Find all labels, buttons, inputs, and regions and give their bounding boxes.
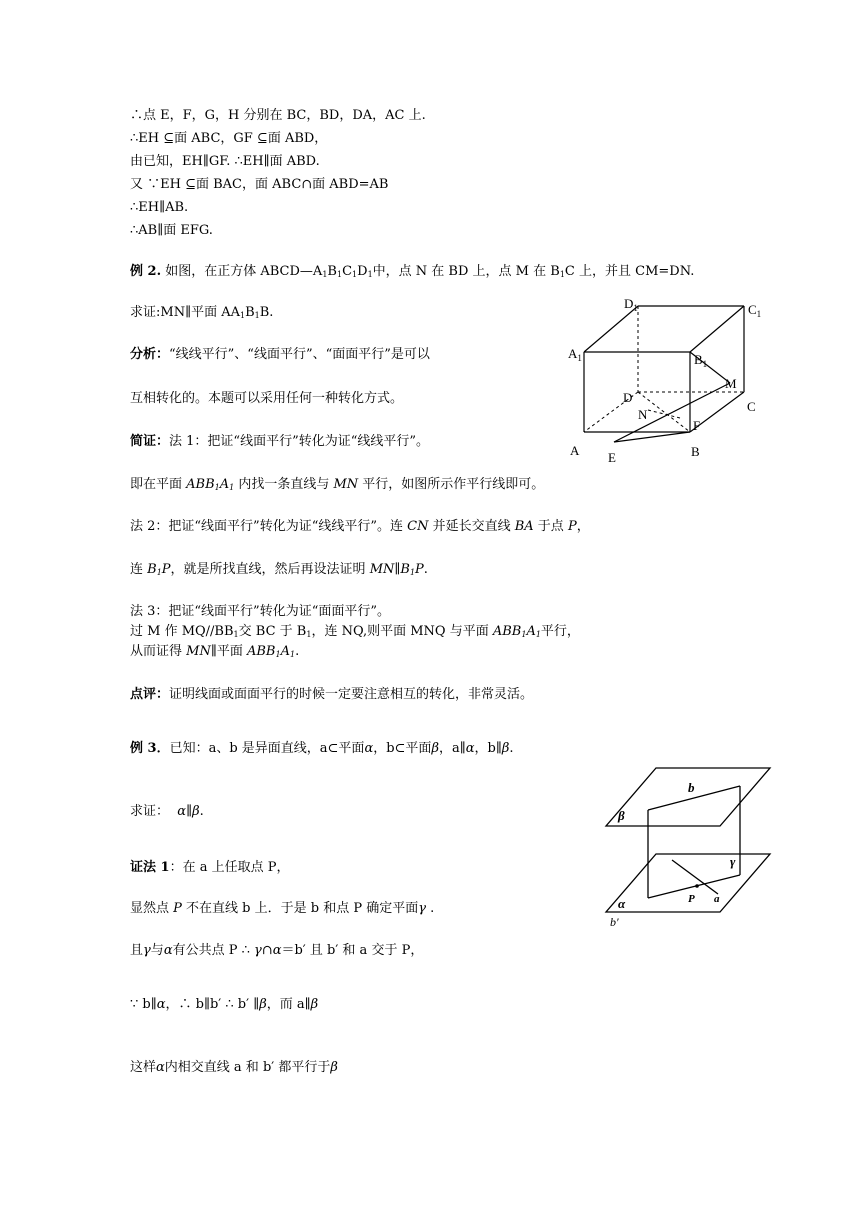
cube-diagram [560,290,780,470]
example-3-proof-3: 且γ与α有公共点 P ∴ γ∩α＝b′ 且 b′ 和 a 交于 P， [130,943,424,958]
label-C: C [747,399,756,414]
example-2-heading: 例 2. [130,264,162,279]
example-3-proof-5: 这样α内相交直线 a 和 b′ 都平行于β [130,1060,338,1075]
label-A: A [570,443,580,458]
example-3-proof-2: 显然点 P 不在直线 b 上．于是 b 和点 P 确定平面γ . [130,901,435,916]
label-B1: $B_1$ [694,352,708,369]
example-2-method-2: 法 2：把证“线面平行”转化为证“线线平行”。连 CN 并延长交直线 BA 于点 P， [130,519,590,534]
example-2-proof-2: 即在平面 $ABB_1A_1$ 内找一条直线与 MN 平行，如图所示作平行线即可。 [130,477,545,492]
proof-line-3: 由已知，EH∥GF. ∴EH∥面 ABD. [130,154,320,169]
label-F: F [693,418,701,433]
planes-diagram [600,760,780,935]
label-alpha: α [618,896,626,911]
example-2-prove: 求证:MN∥平面 $AA_1B_1B$. [130,305,274,320]
example-2-analysis: 分析：“线线平行”、“线面平行”、“面面平行”是可以 [130,347,430,362]
proof-line-6: ∴AB∥面 EFG. [130,223,213,238]
label-gamma: γ [730,854,736,869]
label-P: P [688,893,695,905]
example-3-proof-4: ∵ b∥α，∴ b∥b′ ∴ b′ ∥β，而 a∥β [130,997,319,1012]
label-E: E [608,450,616,465]
example-2-method-3: 法 3：把证“线面平行”转化为证“面面平行”。 [130,604,390,619]
label-bprime: b′ [610,915,619,929]
example-3-proof-1: 证法 1：在 a 上任取点 P， [130,860,290,875]
label-b: b [688,780,695,795]
label-C1: $C_1$ [748,302,762,319]
example-2-comment: 点评：证明线面或面面平行的时候一定要注意相互的转化，非常灵活。 [130,687,534,702]
example-3-statement: 例 3．已知：a、b 是异面直线，a⊂平面α，b⊂平面β，a∥α，b∥β. [130,741,514,756]
example-2-method-2b: 连 $B_1P$，就是所找直线，然后再设法证明 $MN\parallel B_1P$. [130,562,428,577]
proof-line-2: ∴EH ⊆面 ABC，GF ⊆面 ABD， [130,131,328,146]
example-3-prove: 求证： α∥β. [130,804,204,819]
point-P [695,884,699,888]
proof-line-5: ∴EH∥AB. [130,200,189,215]
proof-line-1: ∴点 E，F，G，H 分别在 BC，BD，DA，AC 上. [130,108,426,123]
example-2-proof: 简证：法 1：把证“线面平行”转化为证“线线平行”。 [130,434,430,449]
example-2-method-3c: 从而证得 MN∥平面 $ABB_1A_1$. [130,644,300,659]
label-D1: $D_1$ [624,296,638,313]
label-B: B [691,444,700,459]
example-2-method-3b: 过 M 作 $MQ//BB_1$交 BC 于 $B_1$，连 NQ,则平面 MNQ 与平面 $ABB_1A_1$平行， [130,624,580,639]
label-N: N [638,407,648,422]
example-2-analysis-2: 互相转化的。本题可以采用任何一种转化方式。 [130,391,404,406]
label-D: D [623,390,633,405]
label-A1: $A_1$ [568,346,582,363]
label-M: M [725,376,737,391]
example-2-statement: 例 2. 如图，在正方体 $ABCD—A_1B_1C_1D_1$中，点 N 在 BD 上，点 M 在 $B_1C$ 上，并且 CM=DN. [130,264,695,279]
label-beta: β [618,808,625,823]
proof-line-4: 又 ∵EH ⊆面 BAC，面 ABC∩面 ABD=AB [130,177,389,192]
label-a: a [714,893,720,905]
